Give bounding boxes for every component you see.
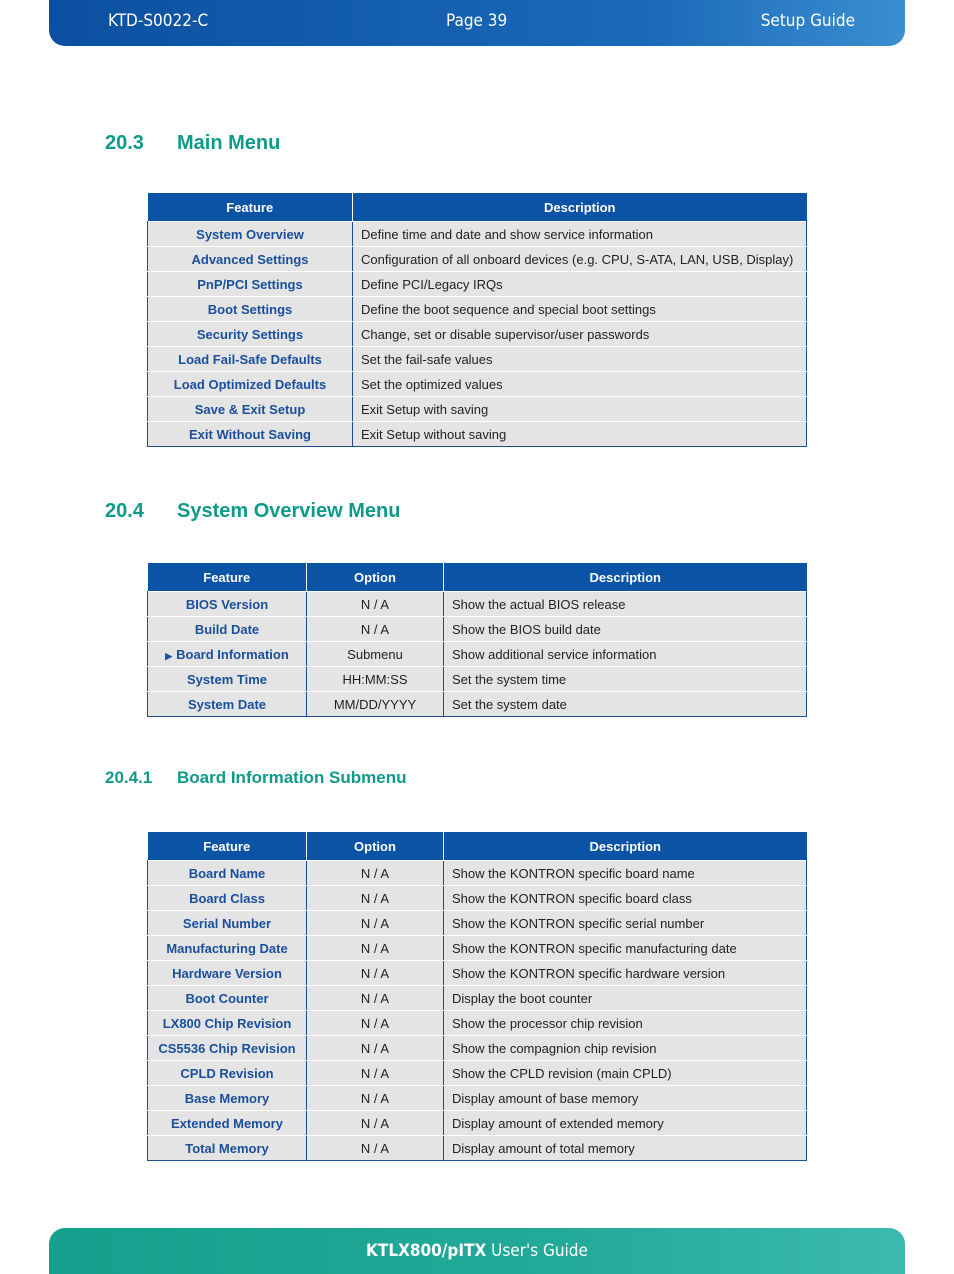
section-heading-main-menu: [105, 132, 280, 155]
description-cell: Show the KONTRON specific hardware version: [444, 961, 807, 986]
feature-cell: [148, 617, 307, 642]
table-row: [148, 961, 807, 986]
feature-label: System Time: [187, 671, 267, 687]
description-cell: Exit Setup with saving: [353, 397, 807, 422]
product-name: KTLX800/pITX: [366, 1241, 487, 1261]
option-cell: N / A: [307, 886, 444, 911]
feature-label: Board Class: [189, 890, 265, 906]
feature-cell: [148, 347, 353, 372]
feature-label: BIOS Version: [185, 596, 269, 612]
option-cell: N / A: [307, 911, 444, 936]
feature-cell: [148, 1086, 307, 1111]
column-header-option: Option: [307, 832, 444, 861]
table-row: [148, 1061, 807, 1086]
feature-label: CPLD Revision: [180, 1065, 274, 1081]
feature-cell: [148, 1036, 307, 1061]
description-cell: Show the BIOS build date: [444, 617, 807, 642]
feature-cell: [148, 397, 353, 422]
page-header: [49, 0, 905, 46]
table-row: [148, 886, 807, 911]
description-cell: Show the processor chip revision: [444, 1011, 807, 1036]
feature-label: Manufacturing Date: [166, 940, 288, 956]
column-header-description: Description: [444, 563, 807, 592]
option-cell: N / A: [307, 861, 444, 886]
section-heading-board-information: [105, 768, 407, 788]
column-header-option: Option: [307, 563, 444, 592]
feature-cell: [148, 1011, 307, 1036]
column-header-feature: Feature: [148, 193, 353, 222]
feature-label: Board Information: [176, 646, 289, 662]
description-cell: Show the KONTRON specific board class: [444, 886, 807, 911]
option-cell: N / A: [307, 1036, 444, 1061]
feature-cell: [148, 936, 307, 961]
table-row: [148, 1111, 807, 1136]
description-cell: Show the KONTRON specific board name: [444, 861, 807, 886]
feature-label: Boot Settings: [207, 301, 293, 317]
feature-label: Load Fail-Safe Defaults: [178, 351, 322, 367]
feature-cell: [148, 422, 353, 447]
main-menu-table: [147, 193, 807, 447]
footer-suffix: User's Guide: [486, 1241, 588, 1261]
description-cell: Display amount of base memory: [444, 1086, 807, 1111]
section-title: System Overview Menu: [177, 500, 401, 522]
section-title: Board Information Submenu: [177, 768, 407, 787]
column-header-feature: Feature: [148, 832, 307, 861]
description-cell: Set the system time: [444, 667, 807, 692]
feature-label: Exit Without Saving: [189, 426, 311, 442]
feature-label: Load Optimized Defaults: [173, 376, 327, 392]
feature-cell: [148, 1061, 307, 1086]
table-row: [148, 1011, 807, 1036]
option-cell: N / A: [307, 1011, 444, 1036]
feature-cell: [148, 886, 307, 911]
feature-cell: [148, 692, 307, 717]
table-row: [148, 667, 807, 692]
option-cell: N / A: [307, 1111, 444, 1136]
table-row: [148, 642, 807, 667]
feature-label: Total Memory: [185, 1140, 269, 1156]
page-footer: [49, 1228, 905, 1274]
description-cell: Show the compagnion chip revision: [444, 1036, 807, 1061]
feature-cell: [148, 961, 307, 986]
description-cell: Show the KONTRON specific serial number: [444, 911, 807, 936]
table-row: [148, 592, 807, 617]
table-row: [148, 861, 807, 886]
table-row: [148, 422, 807, 447]
feature-label: Boot Counter: [185, 990, 269, 1006]
table-row: [148, 322, 807, 347]
feature-label: System Overview: [196, 226, 304, 242]
feature-cell: [148, 1136, 307, 1161]
table-row: [148, 297, 807, 322]
table-row: [148, 1086, 807, 1111]
table-row: [148, 692, 807, 717]
submenu-arrow-icon: ▶: [165, 650, 173, 661]
table-row: [148, 986, 807, 1011]
option-cell: N / A: [307, 986, 444, 1011]
table-row: [148, 347, 807, 372]
table-row: [148, 911, 807, 936]
feature-cell: [148, 911, 307, 936]
option-cell: N / A: [307, 961, 444, 986]
feature-label: Serial Number: [182, 915, 272, 931]
table-row: [148, 397, 807, 422]
feature-label: Save & Exit Setup: [194, 401, 306, 417]
feature-cell: [148, 297, 353, 322]
feature-label: System Date: [187, 696, 267, 712]
table-row: [148, 1036, 807, 1061]
description-cell: Set the fail-safe values: [353, 347, 807, 372]
section-number: 20.4: [105, 500, 144, 522]
feature-label: Hardware Version: [172, 965, 282, 981]
table-row: [148, 222, 807, 247]
description-cell: Set the optimized values: [353, 372, 807, 397]
feature-cell: [148, 592, 307, 617]
system-overview-table: [147, 563, 807, 717]
description-cell: Display the boot counter: [444, 986, 807, 1011]
feature-cell: [148, 667, 307, 692]
guide-title: Setup Guide: [760, 11, 855, 31]
description-cell: Exit Setup without saving: [353, 422, 807, 447]
feature-label: PnP/PCI Settings: [197, 276, 303, 292]
option-cell: N / A: [307, 1061, 444, 1086]
feature-cell: [148, 322, 353, 347]
page-number: Page 39: [446, 11, 508, 31]
description-cell: Display amount of extended memory: [444, 1111, 807, 1136]
feature-cell: [148, 986, 307, 1011]
feature-cell: [148, 272, 353, 297]
column-header-description: Description: [444, 832, 807, 861]
option-cell: N / A: [307, 1086, 444, 1111]
feature-label: Security Settings: [196, 326, 304, 342]
option-cell: HH:MM:SS: [307, 667, 444, 692]
feature-label: LX800 Chip Revision: [162, 1015, 292, 1031]
description-cell: Define PCI/Legacy IRQs: [353, 272, 807, 297]
feature-label: Base Memory: [184, 1090, 270, 1106]
option-cell: N / A: [307, 617, 444, 642]
option-cell: N / A: [307, 936, 444, 961]
feature-label: Advanced Settings: [191, 251, 309, 267]
description-cell: Show the actual BIOS release: [444, 592, 807, 617]
description-cell: Show additional service information: [444, 642, 807, 667]
table-row: [148, 272, 807, 297]
feature-cell: [148, 222, 353, 247]
table-row: [148, 617, 807, 642]
option-cell: Submenu: [307, 642, 444, 667]
description-cell: Display amount of total memory: [444, 1136, 807, 1161]
description-cell: Show the CPLD revision (main CPLD): [444, 1061, 807, 1086]
feature-cell: [148, 247, 353, 272]
option-cell: N / A: [307, 1136, 444, 1161]
feature-cell: [148, 1111, 307, 1136]
description-cell: Change, set or disable supervisor/user passwords: [353, 322, 807, 347]
feature-label: Extended Memory: [171, 1115, 283, 1131]
description-cell: Configuration of all onboard devices (e.g. CPU, S-ATA, LAN, USB, Display): [353, 247, 807, 272]
description-cell: Define time and date and show service information: [353, 222, 807, 247]
column-header-description: Description: [353, 193, 807, 222]
table-row: [148, 1136, 807, 1161]
feature-label: CS5536 Chip Revision: [158, 1040, 296, 1056]
feature-label: Build Date: [194, 621, 260, 637]
section-number: 20.4.1: [105, 768, 153, 787]
option-cell: MM/DD/YYYY: [307, 692, 444, 717]
board-information-table: [147, 832, 807, 1161]
section-title: Main Menu: [177, 132, 281, 154]
section-heading-system-overview: [105, 500, 400, 523]
feature-cell: [148, 861, 307, 886]
option-cell: N / A: [307, 592, 444, 617]
feature-cell: [148, 372, 353, 397]
section-number: 20.3: [105, 132, 144, 154]
description-cell: Define the boot sequence and special boot settings: [353, 297, 807, 322]
description-cell: Set the system date: [444, 692, 807, 717]
table-row: [148, 372, 807, 397]
feature-cell: [148, 642, 307, 667]
feature-label: Board Name: [188, 865, 266, 881]
table-row: [148, 247, 807, 272]
description-cell: Show the KONTRON specific manufacturing date: [444, 936, 807, 961]
document-id: KTD-S0022-C: [108, 11, 209, 31]
table-row: [148, 936, 807, 961]
column-header-feature: Feature: [148, 563, 307, 592]
